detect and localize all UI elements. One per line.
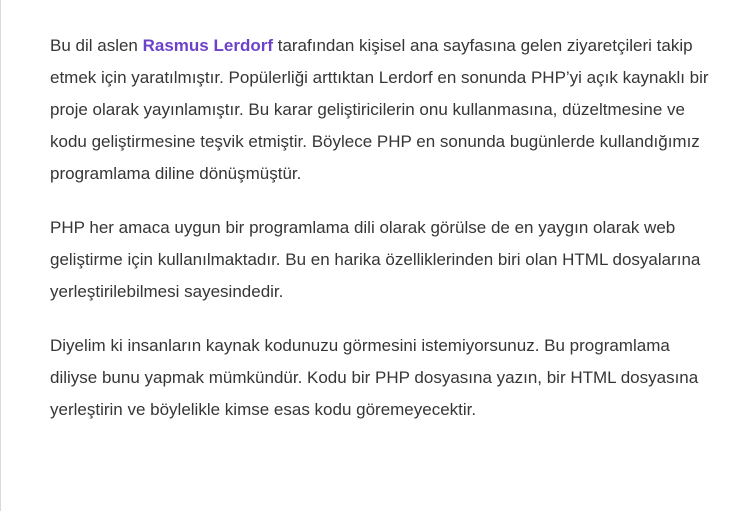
paragraph-1-text-before-link: Bu dil aslen [50,36,143,55]
paragraph-2: PHP her amaca uygun bir programlama dili olarak görülse de en yaygın olarak web geliştirme için kullanılmaktadır. Bu en harika özelliklerinden biri olan HTML dosyalarına yerleştirilebilmesi sayesindedir. [50,218,701,301]
paragraph-3: Diyelim ki insanların kaynak kodunuzu görmesini istemiyorsunuz. Bu programlama diliyse bunu yapmak mümkündür. Kodu bir PHP dosyasına yazın, bir HTML dosyasına yerleştirin ve böylelikle kimse esas kodu göremeyecektir. [50,336,699,419]
paragraph-1-text-after-link: tarafından kişisel ana sayfasına gelen ziyaretçileri takip etmek için yaratılmıştır. Popülerliği arttıktan Lerdorf en sonunda PHP’yi açık kaynaklı bir proje olarak yayınlamıştır. Bu karar geliştiricilerin onu kullanmasına, düzeltmesine ve kodu geliştirmesine teşvik etmiştir. Böylece PHP en sonunda bugünlerde kullandığımız programlama diline dönüşmüştür. [50,36,709,183]
rasmus-lerdorf-link[interactable]: Rasmus Lerdorf [142,36,273,55]
left-border-line [0,0,1,511]
paragraph-1 [50,30,715,190]
article-body [50,30,715,448]
